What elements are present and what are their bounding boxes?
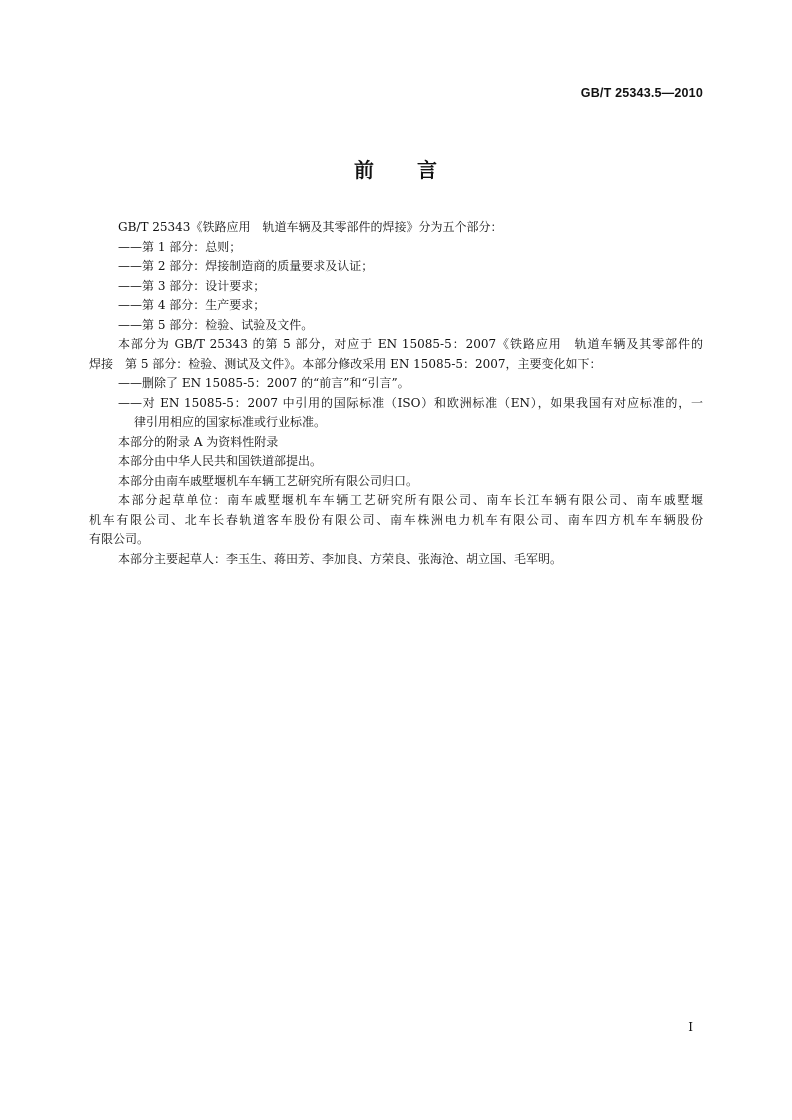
change-item: ——对 EN 15085-5：2007 中引用的国际标准（ISO）和欧洲标准（EN），如果我国有对应标准的，一 <box>118 395 703 410</box>
correspondence-line: 本部分为 GB/T 25343 的第 5 部分，对应于 EN 15085-5：2007《铁路应用 轨道车辆及其零部件的 <box>118 337 703 351</box>
drafting-units-line: 有限公司。 <box>89 532 150 546</box>
part-list-item: ——第 2 部分：焊接制造商的质量要求及认证； <box>118 259 374 273</box>
drafters-note: 本部分主要起草人：李玉生、蒋田芳、李加良、方荣良、张海沧、胡立国、毛军明。 <box>118 551 563 566</box>
correspondence-line: 焊接 第 5 部分：检验、测试及文件》。本部分修改采用 EN 15085-5：2007，主要变化如下： <box>89 356 602 371</box>
managed-by-note: 本部分由南车戚墅堰机车车辆工艺研究所有限公司归口。 <box>118 473 419 488</box>
drafting-units-line: 本部分起草单位：南车戚墅堰机车车辆工艺研究所有限公司、南车长江车辆有限公司、南车戚墅堰 <box>118 493 703 507</box>
foreword-title-char-2: 言 <box>417 158 438 182</box>
part-list-item: ——第 3 部分：设计要求； <box>118 278 266 293</box>
standard-code: GB/T 25343.5—2010 <box>580 86 703 100</box>
part-list-item: ——第 4 部分：生产要求； <box>118 298 266 312</box>
change-item-continuation: 律引用相应的国家标准或行业标准。 <box>134 415 327 429</box>
page-number: I <box>688 1020 693 1034</box>
part-list-item: ——第 1 部分：总则； <box>118 239 242 254</box>
change-item: ——删除了 EN 15085-5：2007 的“前言”和“引言”。 <box>118 376 410 390</box>
foreword-title <box>0 154 792 183</box>
intro-paragraph: GB/T 25343《铁路应用 轨道车辆及其零部件的焊接》分为五个部分： <box>118 220 503 234</box>
part-list-item: ——第 5 部分：检验、试验及文件。 <box>118 317 314 332</box>
proposed-by-note: 本部分由中华人民共和国铁道部提出。 <box>118 454 323 468</box>
foreword-content <box>89 218 703 569</box>
appendix-note: 本部分的附录 A 为资料性附录 <box>118 434 279 449</box>
drafting-units-line: 机车有限公司、北车长春轨道客车股份有限公司、南车株洲电力机车有限公司、南车四方机车车辆股份 <box>89 512 703 527</box>
foreword-title-char-1: 前 <box>354 158 375 182</box>
